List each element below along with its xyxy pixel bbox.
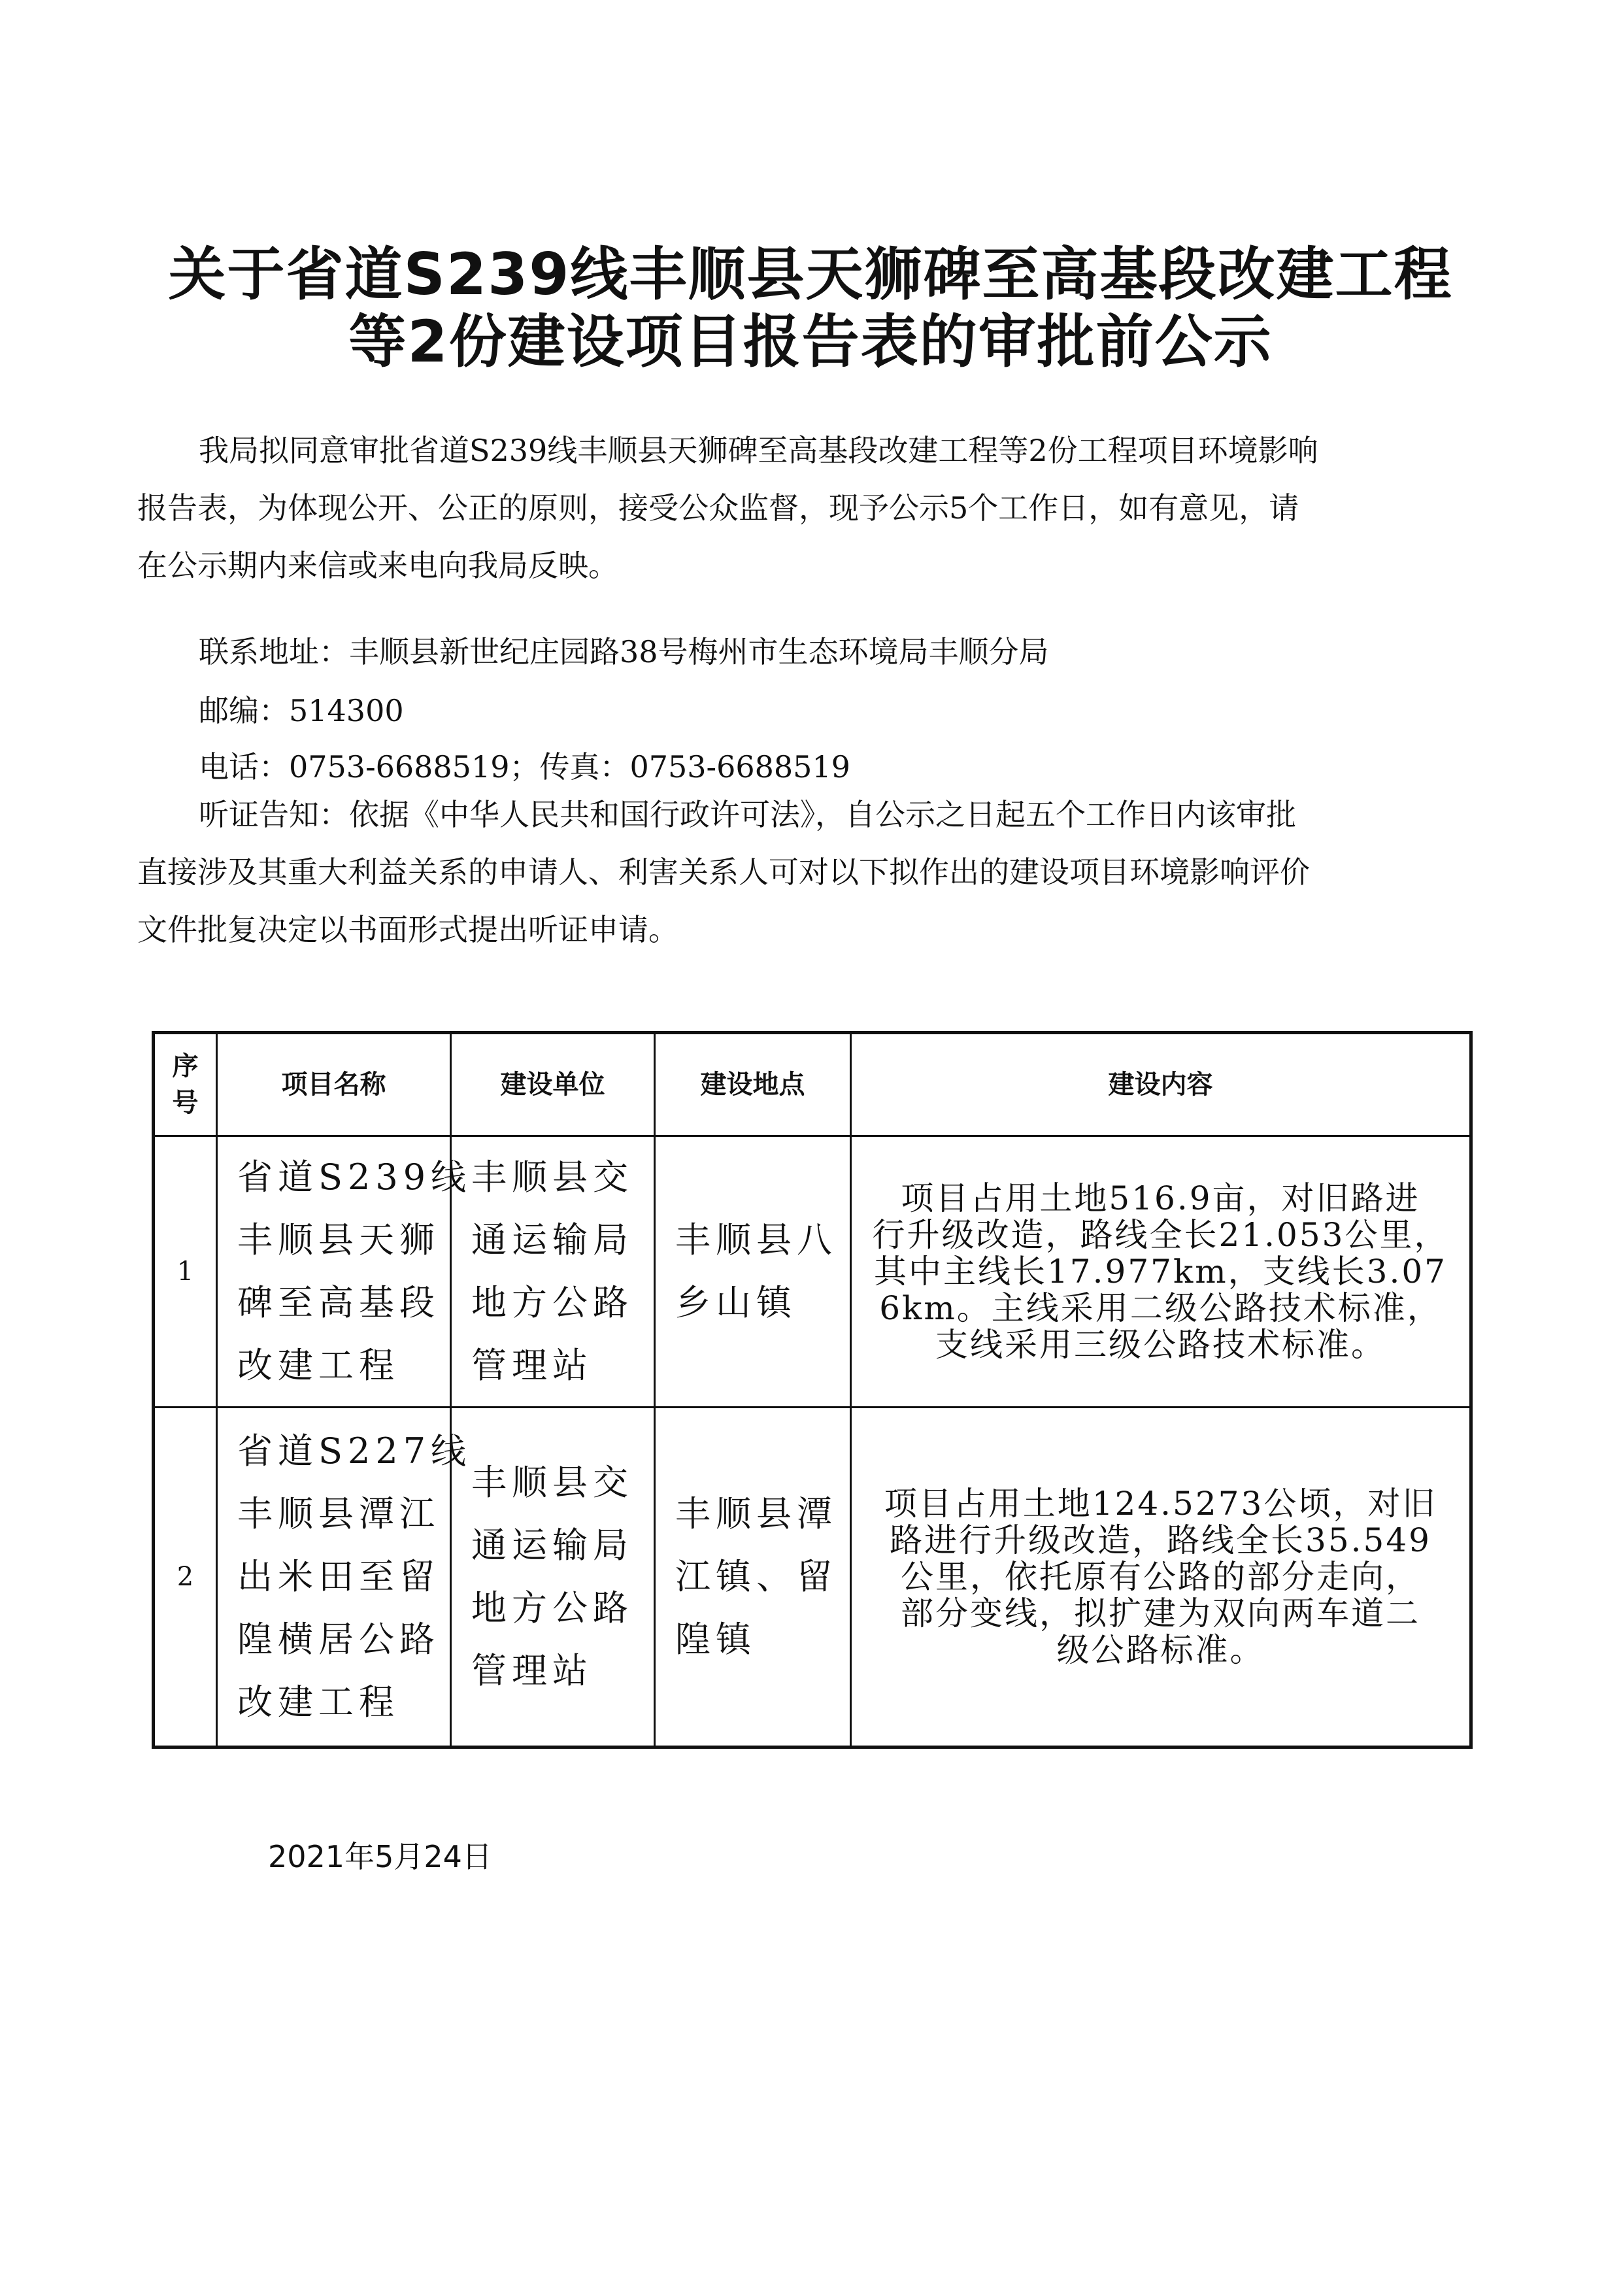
cell-line: 隍镇 (675, 1619, 756, 1660)
table-header-row (154, 1033, 1471, 1136)
table-row (154, 1136, 1471, 1408)
cell-line: 管理站 (471, 1345, 593, 1386)
row-build-unit (451, 1408, 655, 1747)
cell-line: 项目占用土地516.9亩，对旧路进 (901, 1179, 1420, 1217)
cell-line: 通运输局 (471, 1219, 633, 1260)
row-project-name (217, 1408, 472, 1747)
header-index-line: 序 (172, 1051, 199, 1081)
cell-line: 通运输局 (471, 1525, 633, 1566)
hearing-line: 听证告知：依据《中华人民共和国行政许可法》，自公示之日起五个工作日内该审批 (199, 797, 1296, 832)
cell-line: 其中主线长17.977km，支线长3.07 (874, 1253, 1447, 1291)
row-project-name (217, 1136, 472, 1408)
intro-paragraph (137, 422, 1418, 594)
row-index: 1 (154, 1136, 217, 1408)
document-title-line-2: 等2份建设项目报告表的审批前公示 (348, 308, 1273, 375)
cell-line: 公里，依托原有公路的部分走向， (901, 1558, 1420, 1596)
cell-line: 6km。主线采用二级公路技术标准， (879, 1289, 1442, 1327)
row-location (655, 1408, 851, 1747)
cell-line: 路进行升级改造，路线全长35.549 (890, 1521, 1431, 1559)
header-build-unit: 建设单位 (451, 1033, 655, 1136)
cell-line: 行升级改造，路线全长21.053公里， (872, 1216, 1449, 1254)
row-content (851, 1136, 1471, 1408)
cell-line: 管理站 (471, 1650, 593, 1691)
cell-line: 丰顺县交 (471, 1156, 633, 1198)
cell-line: 级公路标准。 (1056, 1631, 1265, 1669)
cell-line: 地方公路 (471, 1587, 633, 1629)
cell-line: 项目占用土地124.5273公顷，对旧 (884, 1485, 1437, 1523)
intro-line: 报告表，为体现公开、公正的原则，接受公众监督，现予公示5个工作日，如有意见，请 (137, 490, 1299, 526)
intro-line: 我局拟同意审批省道S239线丰顺县天狮碑至高基段改建工程等2份工程项目环境影响 (199, 433, 1318, 468)
header-index-line: 号 (172, 1088, 199, 1118)
hearing-paragraph (137, 786, 1418, 958)
cell-line: 乡山镇 (675, 1282, 797, 1323)
cell-line: 隍横居公路 (237, 1619, 440, 1660)
header-project-name: 项目名称 (217, 1033, 451, 1136)
document-date: 2021年5月24日 (268, 1839, 492, 1874)
cell-line: 丰顺县天狮 (237, 1219, 440, 1260)
hearing-line: 文件批复决定以书面形式提出听证申请。 (137, 912, 678, 947)
cell-line: 碑至高基段 (237, 1282, 440, 1323)
cell-line: 出米田至留 (237, 1556, 440, 1597)
cell-line: 丰顺县八 (675, 1219, 837, 1260)
header-index (154, 1033, 217, 1136)
cell-line: 支线采用三级公路技术标准。 (935, 1326, 1386, 1364)
cell-line: 地方公路 (471, 1282, 633, 1323)
cell-line: 丰顺县潭 (675, 1493, 837, 1534)
header-content: 建设内容 (851, 1033, 1471, 1136)
intro-line: 在公示期内来信或来电向我局反映。 (137, 548, 618, 583)
cell-line: 省道S227线 (237, 1430, 472, 1472)
hearing-line: 直接涉及其重大利益关系的申请人、利害关系人可对以下拟作出的建设项目环境影响评价 (137, 854, 1310, 890)
row-location (655, 1136, 851, 1408)
cell-line: 部分变线，拟扩建为双向两车道二 (901, 1595, 1420, 1632)
cell-line: 改建工程 (237, 1681, 399, 1723)
contact-postcode: 邮编：514300 (199, 693, 404, 728)
row-build-unit (451, 1136, 655, 1408)
project-table (152, 1031, 1473, 1749)
document-title-line-1: 关于省道S239线丰顺县天狮碑至高基段改建工程 (168, 241, 1453, 308)
cell-line: 改建工程 (237, 1345, 399, 1386)
contact-address: 联系地址：丰顺县新世纪庄园路38号梅州市生态环境局丰顺分局 (199, 634, 1049, 669)
row-index: 2 (154, 1408, 217, 1747)
row-content (851, 1408, 1471, 1747)
cell-line: 丰顺县交 (471, 1462, 633, 1503)
cell-line: 省道S239线 (237, 1156, 472, 1198)
cell-line: 江镇、留 (675, 1556, 837, 1597)
table-row (154, 1408, 1471, 1747)
contact-phone-fax: 电话：0753-6688519；传真：0753-6688519 (199, 749, 850, 785)
cell-line: 丰顺县潭江 (237, 1493, 440, 1534)
header-location: 建设地点 (655, 1033, 851, 1136)
